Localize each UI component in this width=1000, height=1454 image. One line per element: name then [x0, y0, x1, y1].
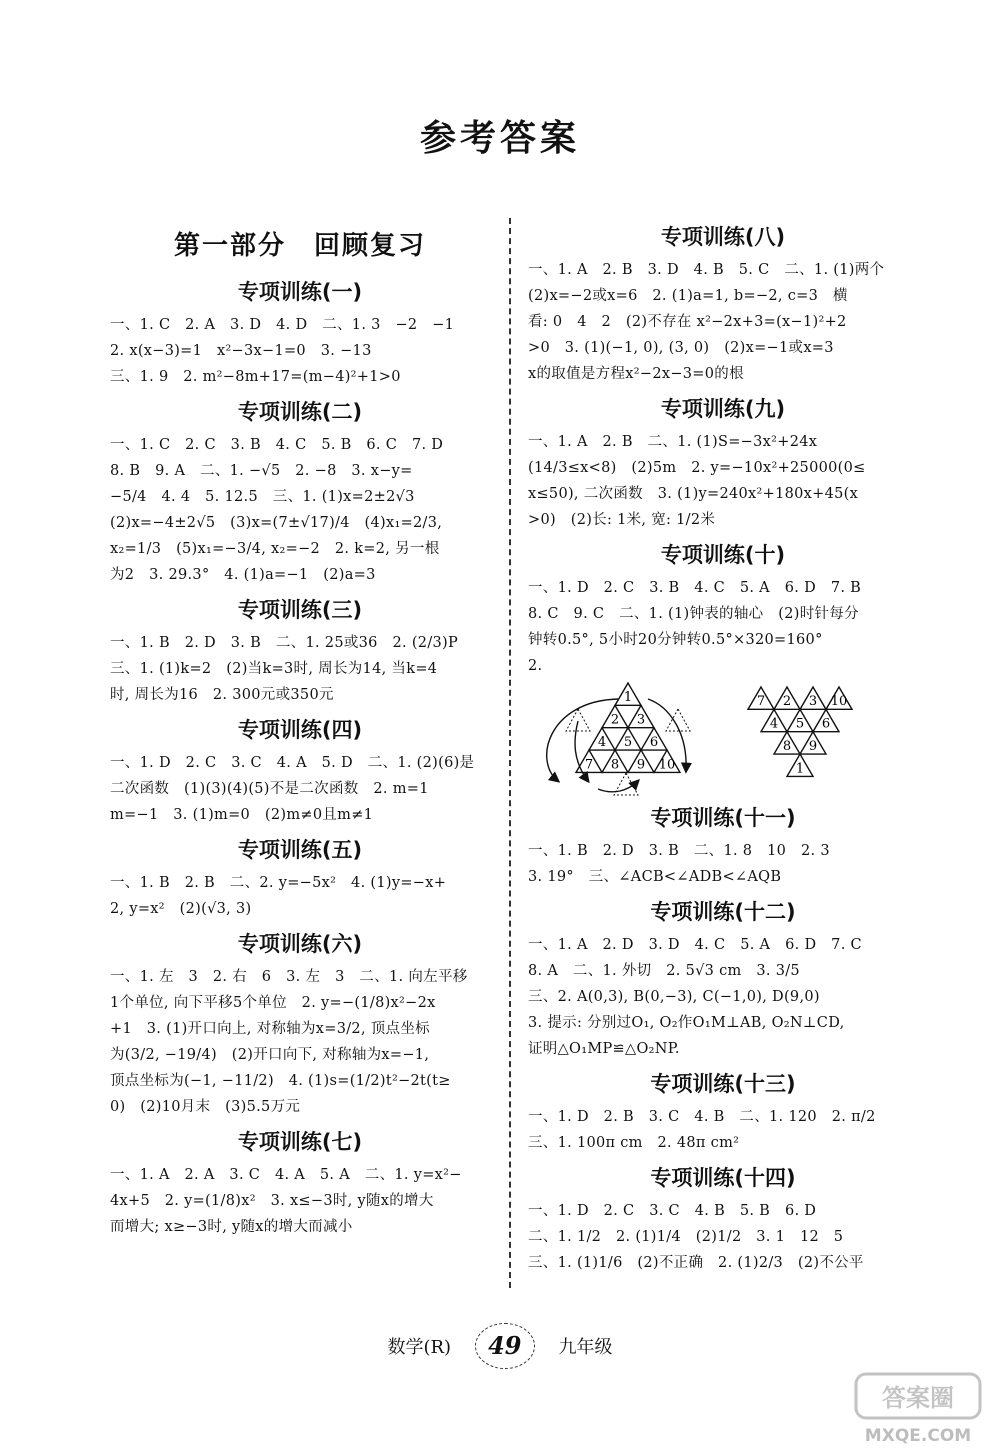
answer-line: 一、1. B 2. D 3. B 二、1. 25或36 2. (2/3)P	[110, 635, 459, 651]
triangle-number: 7	[756, 694, 766, 710]
answer-line: 一、1. D 2. C 3. C 4. A 5. D 二、1. (2)(6)是	[110, 755, 475, 771]
answer-line: 一、1. B 2. B 二、2. y=−5x² 4. (1)y=−x+	[110, 875, 447, 891]
answer-line: 看: 0 4 2 (2)不存在 x²−2x+3=(x−1)²+2	[528, 314, 847, 330]
watermark-icon	[848, 1368, 988, 1428]
answer-line: 三、1. (1)1/6 (2)不正确 2. (1)2/3 (2)不公平	[528, 1255, 864, 1271]
answer-line: 二、1. 1/2 2. (1)1/4 (2)1/2 3. 1 12 5	[528, 1229, 844, 1245]
column-divider	[509, 218, 511, 1288]
section-title: 专项训练(一)	[237, 280, 363, 304]
page-number: 49	[475, 1323, 535, 1369]
answer-line: +1 3. (1)开口向上, 对称轴为x=3/2, 顶点坐标	[110, 1021, 430, 1037]
triangle-number: 4	[597, 734, 607, 750]
answer-line: 8. B 9. A 二、1. −√5 2. −8 3. x−y=	[110, 463, 413, 479]
triangle-figure	[528, 681, 918, 796]
answer-line: 一、1. A 2. B 3. D 4. B 5. C 二、1. (1)两个	[528, 262, 885, 278]
triangle-number: 9	[636, 757, 646, 773]
answer-line: 三、2. A(0,3), B(0,−3), C(−1,0), D(9,0)	[528, 989, 820, 1005]
answer-line: >0 3. (1)(−1, 0), (3, 0) (2)x=−1或x=3	[528, 340, 834, 356]
page-footer	[0, 1323, 1000, 1369]
section-title: 专项训练(三)	[237, 598, 363, 622]
answer-line: 一、1. A 2. D 3. D 4. C 5. A 6. D 7. C	[528, 937, 862, 953]
section-title: 专项训练(八)	[660, 225, 786, 249]
triangle-number: 9	[808, 738, 818, 754]
triangle-number: 8	[782, 738, 792, 754]
answer-line: 一、1. C 2. C 3. B 4. C 5. B 6. C 7. D	[110, 437, 444, 453]
triangle-number: 2	[782, 694, 792, 710]
section-title: 专项训练(十四)	[650, 1166, 796, 1190]
triangle-number: 10	[658, 757, 676, 773]
curved-arrow-left	[547, 699, 618, 781]
answer-line: 一、1. D 2. B 3. C 4. B 二、1. 120 2. π/2	[528, 1109, 876, 1125]
triangle-number: 6	[821, 716, 831, 732]
answer-line: 一、1. D 2. C 3. C 4. B 5. B 6. D	[528, 1203, 817, 1219]
watermark-logo	[848, 1368, 988, 1448]
triangle-number: 1	[623, 690, 633, 706]
section-title: 专项训练(十三)	[650, 1072, 796, 1096]
answer-line: 二次函数 (1)(3)(4)(5)不是二次函数 2. m=1	[110, 781, 429, 797]
curved-arrow-bottom	[598, 781, 638, 792]
answer-line: (14/3≤x<8) (2)5m 2. y=−10x²+25000(0≤	[528, 460, 866, 476]
answer-line: 时, 周长为16 2. 300元或350元	[110, 687, 334, 703]
triangle-arrangement-diagram	[528, 681, 918, 796]
left-triangle-pyramid	[576, 683, 680, 772]
answer-line: 2, y=x² (2)(√3, 3)	[110, 901, 252, 917]
answer-line: 2. x(x−3)=1 x²−3x−1=0 3. −13	[110, 343, 372, 359]
footer-grade: 九年级	[558, 1337, 613, 1358]
answer-line: m=−1 3. (1)m=0 (2)m≠0且m≠1	[110, 807, 374, 823]
section-title: 专项训练(十一)	[650, 806, 796, 830]
watermark-text: MXQE.COM	[864, 1426, 972, 1446]
answer-line: 3. 提示: 分别过O₁, O₂作O₁M⊥AB, O₂N⊥CD,	[528, 1015, 845, 1031]
answer-line: 3. 19° 三、∠ACB<∠ADB<∠AQB	[528, 869, 782, 885]
section-title: 专项训练(十)	[660, 543, 786, 567]
triangle-number: 3	[636, 712, 646, 728]
answer-line: x₂=1/3 (5)x₁=−3/4, x₂=−2 2. k=2, 另一根	[110, 541, 440, 557]
answer-line: 顶点坐标为(−1, −11/2) 4. (1)s=(1/2)t²−2t(t≥	[110, 1073, 451, 1089]
answer-line: 8. A 二、1. 外切 2. 5√3 cm 3. 3/5	[528, 963, 800, 979]
triangle-number: 5	[623, 734, 633, 750]
answer-line: 证明△O₁MP≌△O₂NP.	[528, 1041, 680, 1057]
part-title: 第一部分 回顾复习	[173, 231, 426, 261]
section-title: 专项训练(四)	[237, 718, 363, 742]
dashed-triangle-left	[566, 709, 590, 731]
answer-line: >0) (2)长: 1米, 宽: 1/2米	[528, 512, 716, 528]
answer-line: 一、1. 左 3 2. 右 6 3. 左 3 二、1. 向左平移	[110, 969, 468, 985]
right-column	[528, 215, 918, 1276]
answer-line: (2)x=−2或x=6 2. (1)a=1, b=−2, c=3 横	[528, 288, 848, 304]
triangle-number: 10	[830, 694, 848, 710]
page-title: 参考答案	[419, 118, 580, 159]
triangle-number: 8	[610, 757, 620, 773]
answer-line: 一、1. A 2. B 二、1. (1)S=−3x²+24x	[528, 434, 818, 450]
section-title: 专项训练(五)	[237, 838, 363, 862]
answer-line: x的取值是方程x²−2x−3=0的根	[528, 366, 744, 382]
right-sections-a	[528, 221, 918, 679]
left-column	[110, 215, 490, 1240]
triangle-number: 6	[649, 734, 659, 750]
triangle-number: 7	[584, 757, 594, 773]
answer-line: 一、1. D 2. C 3. B 4. C 5. A 6. D 7. B	[528, 580, 862, 596]
answer-line: 为2 3. 29.3° 4. (1)a=−1 (2)a=3	[110, 567, 376, 583]
triangle-number: 2	[610, 712, 620, 728]
answer-line: 三、1. 9 2. m²−8m+17=(m−4)²+1>0	[110, 369, 401, 385]
answer-line: 0) (2)10月末 (3)5.5万元	[110, 1099, 301, 1115]
answer-line: 一、1. A 2. A 3. C 4. A 5. A 二、1. y=x²−	[110, 1167, 462, 1183]
watermark-logo-text: 答案圈	[882, 1384, 954, 1412]
section-title: 专项训练(二)	[237, 400, 363, 424]
section-title: 专项训练(六)	[237, 932, 363, 956]
section-title: 专项训练(九)	[660, 397, 786, 421]
right-triangle-pyramid	[748, 687, 852, 776]
section-title: 专项训练(十二)	[650, 900, 796, 924]
answer-line: x≤50), 二次函数 3. (1)y=240x²+180x+45(x	[528, 486, 859, 502]
triangle-number: 4	[769, 716, 779, 732]
answer-line: 钟转0.5°, 5小时20分钟转0.5°×320=160°	[528, 632, 823, 648]
answer-line: (2)x=−4±2√5 (3)x=(7±√17)/4 (4)x₁=2/3,	[110, 515, 443, 531]
triangle-number: 1	[795, 761, 805, 777]
section-title: 专项训练(七)	[237, 1130, 363, 1154]
answer-line: 1个单位, 向下平移5个单位 2. y=−(1/8)x²−2x	[110, 995, 436, 1011]
footer-subject: 数学(R)	[387, 1337, 452, 1358]
answer-line: 而增大; x≥−3时, y随x的增大而减小	[110, 1219, 353, 1235]
answer-line: 2.	[528, 658, 543, 674]
left-sections	[110, 276, 490, 1240]
answer-line: 4x+5 2. y=(1/8)x² 3. x≤−3时, y随x的增大	[110, 1193, 434, 1209]
triangle-number: 3	[808, 694, 818, 710]
answer-line: 一、1. C 2. A 3. D 4. D 二、1. 3 −2 −1	[110, 317, 455, 333]
answer-line: 三、1. (1)k=2 (2)当k=3时, 周长为14, 当k=4	[110, 661, 438, 677]
answer-line: −5/4 4. 4 5. 12.5 三、1. (1)x=2±2√3	[110, 489, 415, 505]
answer-line: 为(3/2, −19/4) (2)开口向下, 对称轴为x=−1,	[110, 1047, 430, 1063]
answer-line: 一、1. B 2. D 3. B 二、1. 8 10 2. 3	[528, 843, 830, 859]
answer-line: 三、1. 100π cm 2. 48π cm²	[528, 1135, 740, 1151]
triangle-number: 5	[795, 716, 805, 732]
answer-line: 8. C 9. C 二、1. (1)钟表的轴心 (2)时针每分	[528, 606, 859, 622]
right-sections-b	[528, 802, 918, 1276]
